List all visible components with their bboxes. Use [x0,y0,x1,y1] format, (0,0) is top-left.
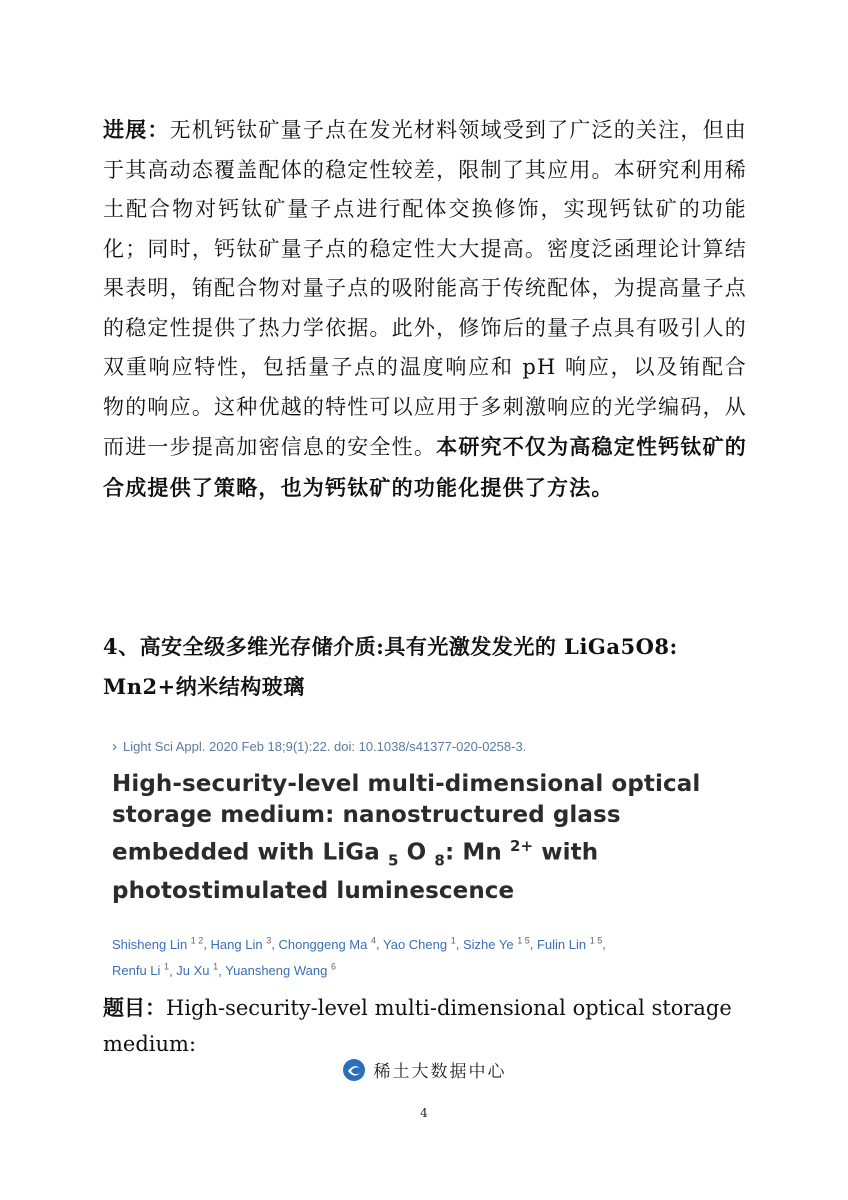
footer-brand [0,1057,848,1082]
author-link[interactable]: Ju Xu $^1$ [176,961,219,978]
footer-brand-text: 稀土大数据中心 [373,1062,507,1082]
topic-lead: 题目： [103,995,166,1020]
progress-emphasis: 本研究不仅为高稳定性钙钛矿的合成提供了策略，也为钙钛矿的功能化提供了方法。 [103,434,747,500]
title-part-1: High-security-level multi-dimensional optical storage medium: nanostructured glass embedded with LiGa [112,771,701,866]
author-list: Shisheng Lin $^{1 2}$, Hang Lin $^3$, Chonggeng Ma $^4$, Yao Cheng $^1$, Sizhe Ye $^{1 5}$, Fulin Lin $^{1 5}$, Renfu Li $^1$, Ju Xu $^1$, Yuansheng Wang $^6$ [112,935,606,978]
progress-paragraph [103,110,747,508]
author-link[interactable]: Shisheng Lin $^{1 2}$ [112,935,204,952]
title-sub-2: 8 [434,851,445,870]
author-link[interactable]: Hang Lin $^3$ [210,935,272,952]
chevron-right-icon: › [112,738,117,755]
author-link[interactable]: Renfu Li $^1$ [112,961,170,978]
title-part-4: with photostimulated luminescence [112,839,599,905]
title-part-3: : Mn [444,839,502,866]
article-citation[interactable] [112,738,712,755]
topic-text: High-security-level multi-dimensional optical storage medium: [103,996,732,1056]
progress-lead: 进展： [103,117,170,142]
title-part-2: O [398,839,427,866]
article-title [112,769,712,907]
progress-body: 无机钙钛矿量子点在发光材料领域受到了广泛的关注，但由于其高动态覆盖配体的稳定性较差，限制了其应用。本研究利用稀土配合物对钙钛矿量子点进行配体交换修饰，实现钙钛矿的功能化；同时，钙钛矿量子点的稳定性大大提高。密度泛函理论计算结果表明，铕配合物对量子点的吸附能高于传统配体，为提高量子点的稳定性提供了热力学依据。此外，修饰后的量子点具有吸引人的双重响应特性，包括量子点的温度响应和 pH 响应，以及铕配合物的响应。这种优越的特性可以应用于多刺激响应的光学编码，从而进一步提高加密信息的安全性。 [103,118,747,459]
citation-text: Light Sci Appl. 2020 Feb 18;9(1):22. doi: 10.1038/s41377-020-0258-3. [123,739,527,754]
author-link[interactable]: Yuansheng Wang $^6$ [225,961,336,978]
topic-line [103,990,763,1062]
author-link[interactable]: Chonggeng Ma $^4$ [278,935,377,952]
author-link[interactable]: Yao Cheng $^1$ [383,935,456,952]
rare-earth-logo-icon [342,1058,366,1082]
author-link[interactable]: Fulin Lin $^{1 5}$ [536,935,603,952]
title-sup: 2+ [509,837,534,855]
title-sub-1: 5 [387,851,399,870]
section-heading: 4、高安全级多维光存储介质:具有光激发发光的 LiGa5O8: Mn2+纳米结构玻璃 [103,634,678,699]
article-screenshot [112,738,712,982]
author-link[interactable]: Sizhe Ye $^{1 5}$ [462,935,530,952]
page-number: 4 [420,1106,428,1120]
